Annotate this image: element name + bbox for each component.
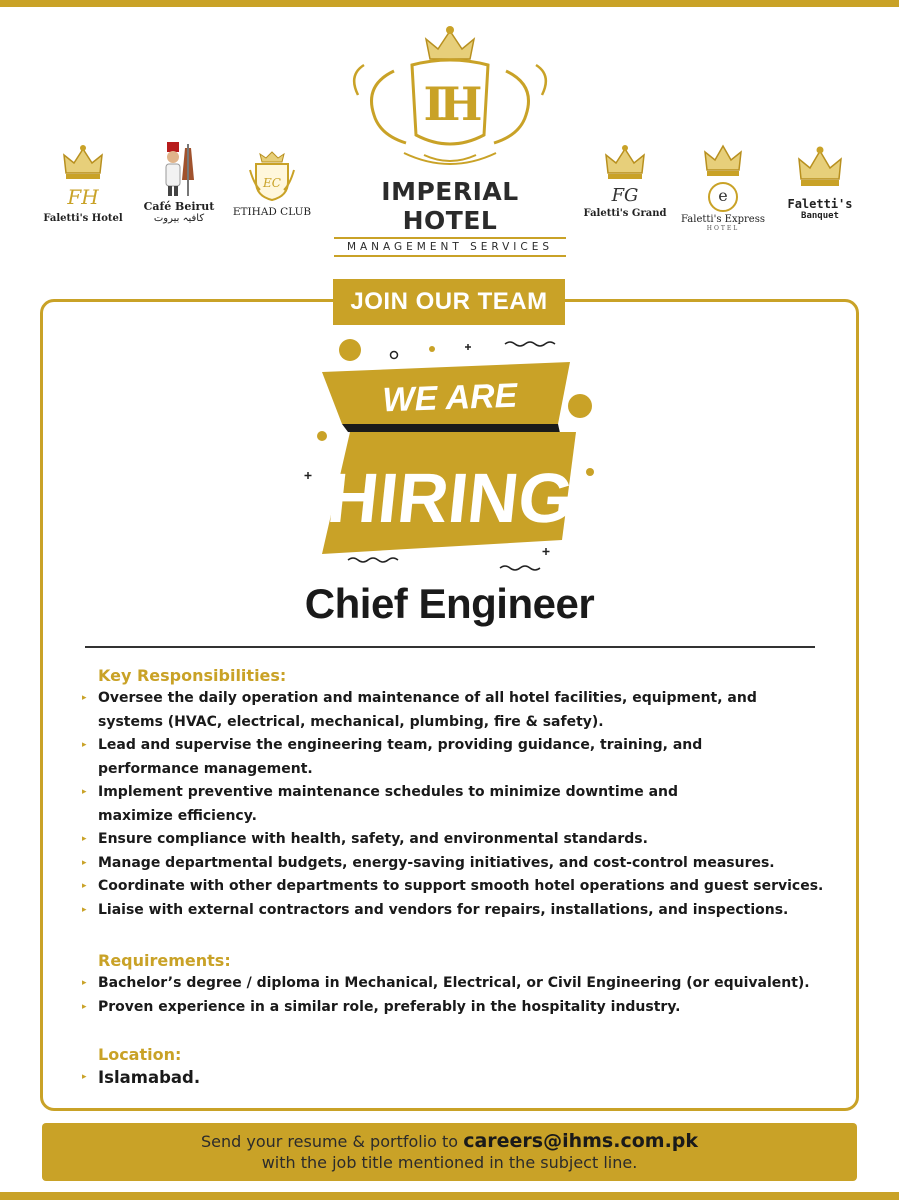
apply-footer: [42, 1123, 857, 1181]
imperial-hotel-logo: [334, 25, 566, 257]
cafe-beirut-logo: [138, 140, 220, 224]
list-item: ▸ Coordinate with other departments to support smooth hotel operations and guest services.: [78, 875, 858, 899]
faletti-banquet-sub: Banquet: [801, 211, 839, 221]
faletti-hotel-label: Faletti's Hotel: [43, 213, 123, 224]
we-are-text: WE ARE: [381, 376, 518, 420]
list-item: ▸ Implement preventive maintenance schedules to minimize downtime and maximize efficiency.: [78, 781, 718, 828]
faletti-grand-logo: [583, 143, 667, 219]
crown-icon: [701, 142, 745, 182]
list-item: ▸ Bachelor’s degree / diploma in Mechanical, Electrical, or Civil Engineering (or equivalent).: [78, 972, 858, 996]
list-item: ▸ Liaise with external contractors and vendors for repairs, installations, and inspections.: [78, 899, 858, 923]
decor-dot: [339, 339, 361, 361]
top-border: [0, 0, 899, 7]
responsibilities-heading: Key Responsibilities:: [98, 666, 287, 685]
faletti-express-sub: HOTEL: [706, 225, 740, 232]
bottom-border: [0, 1192, 899, 1200]
fg-monogram: FG: [611, 185, 639, 206]
we-are-hiring-graphic: [300, 332, 600, 572]
crown-icon: [602, 143, 648, 187]
faletti-banquet-label: Faletti's: [787, 197, 853, 211]
express-e-monogram: e: [708, 182, 738, 212]
requirements-heading: Requirements:: [98, 951, 231, 970]
list-item: ▸ Lead and supervise the engineering team, providing guidance, training, and performance management.: [78, 734, 738, 781]
join-our-team-badge: JOIN OUR TEAM: [333, 279, 565, 325]
careers-email-link[interactable]: careers@ihms.com.pk: [463, 1130, 699, 1152]
etihad-club-logo: [230, 150, 314, 218]
imperial-hotel-name: IMPERIAL HOTEL: [381, 177, 519, 235]
faletti-express-logo: [678, 142, 768, 232]
chef-figure-icon: [157, 140, 201, 198]
list-item: ▸ Manage departmental budgets, energy-saving initiatives, and cost-control measures.: [78, 852, 858, 876]
location-list: [78, 1066, 858, 1090]
location-heading: Location:: [98, 1045, 182, 1064]
faletti-grand-label: Faletti's Grand: [583, 208, 667, 219]
title-divider: [85, 646, 815, 648]
responsibilities-list: [78, 687, 858, 922]
cafe-beirut-label: Café Beirut: [143, 200, 215, 213]
job-title: Chief Engineer: [304, 580, 595, 627]
crown-icon: [795, 145, 845, 195]
location-section: [78, 1045, 858, 1090]
etihad-club-label: ETIHAD CLUB: [232, 206, 312, 218]
footer-line-2: with the job title mentioned in the subject line.: [261, 1153, 638, 1172]
footer-prefix: Send your resume & portfolio to: [200, 1132, 459, 1151]
faletti-express-label: Faletti's Express: [681, 214, 765, 225]
cafe-beirut-urdu: کافیہ بیروت: [153, 213, 205, 224]
faletti-hotel-logo: [38, 143, 128, 224]
ih-monogram: IH: [423, 77, 477, 131]
requirements-list: [78, 972, 858, 1019]
hiring-text: HIRING: [323, 458, 578, 537]
crown-icon: [60, 143, 106, 187]
imperial-hotel-tagline: MANAGEMENT SERVICES: [334, 237, 566, 257]
faletti-banquet-logo: [778, 145, 862, 221]
list-item: ▸ Proven experience in a similar role, preferably in the hospitality industry.: [78, 996, 858, 1020]
responsibilities-section: [78, 666, 858, 922]
requirements-section: [78, 951, 858, 1019]
footer-line-1: [42, 1130, 857, 1152]
fh-monogram: FH: [67, 185, 99, 209]
location-value: ▸ Islamabad.: [78, 1066, 858, 1090]
list-item: ▸ Ensure compliance with health, safety, and environmental standards.: [78, 828, 858, 852]
list-item: ▸ Oversee the daily operation and maintenance of all hotel facilities, equipment, and systems (HVAC, electrical, mechanical, plumbing, fire & safety).: [78, 687, 758, 734]
ec-monogram: EC: [263, 176, 281, 190]
